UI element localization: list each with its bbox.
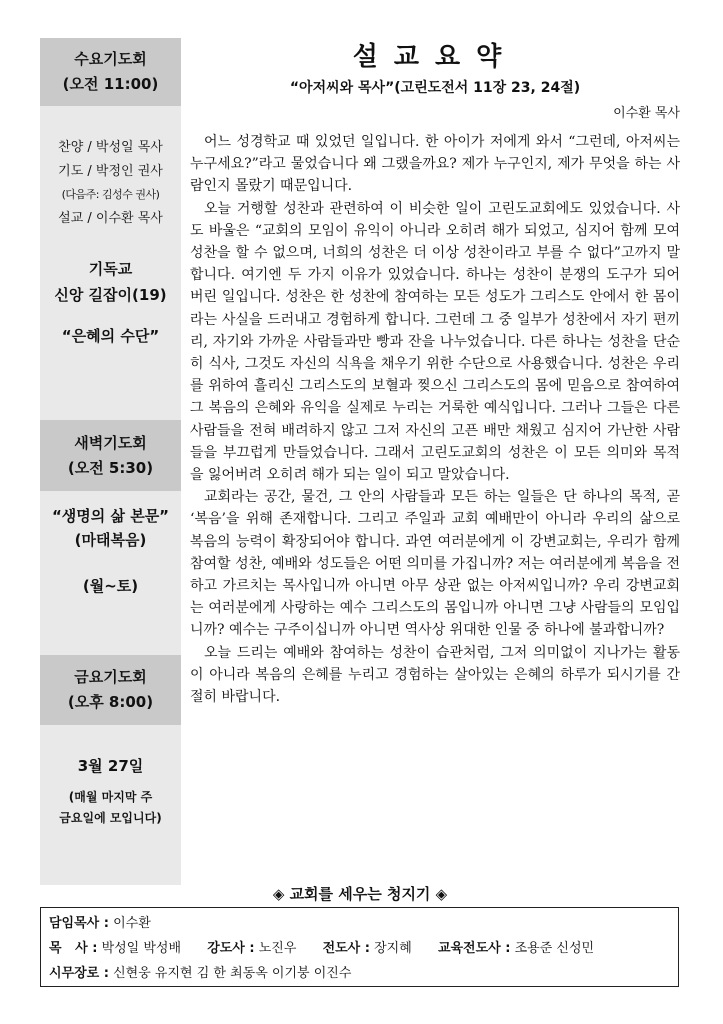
sermon-subtitle: “아저씨와 목사”(고린도전서 11장 23, 24절) — [289, 80, 581, 96]
stewards-row-ministers — [49, 936, 670, 961]
friday-prayer-text — [40, 754, 181, 829]
friday-prayer-time: (오후 8:00) — [67, 693, 154, 711]
friday-prayer-title: 금요기도회 — [74, 668, 147, 686]
pastor-name: 이수환 — [113, 916, 151, 931]
creed-line1: 기독교 — [88, 260, 133, 278]
wednesday-prayer-title: 수요기도회 — [74, 50, 147, 68]
sermon-paragraph: 오늘 거행할 성찬과 관련하여 이 비슷한 일이 고린도교회에도 있었습니다. 사도 바울은 “교회의 모임이 유익이 아니라 오히려 해가 되었고, 심지어 함께 모여 성찬을 할 수 없으며, 너희의 성찬은 더 이상 성찬이라고 부를 수 없다”고까지 말합니다. 여기엔 두 가지 이유가 있었습니다. 하나는 성찬이 분쟁의 도구가 되어 버린 일입니다. 성찬은 한 성찬에 참여하는 모든 성도가 그리스도 안에서 한 몸이라는 사실을 드러내고 경험하게 합니다. 그런데 그 중 일부가 성찬에서 자기 편끼리, 자기와 가까운 사람들과만 빵과 잔을 나누었습니다. 다른 하나는 성찬을 단순히 식사, 그것도 자신의 식욕을 채우기 위한 수단으로 사용했습니다. 성찬은 우리를 위하여 흘리신 그리스도의 보혈과 찢으신 그리스도의 몸에 믿음으로 참여하여 그 복음의 은혜와 유익을 실제로 누리는 거룩한 예식입니다. 그러나 그들은 다른 사람들을 전혀 배려하지 않고 그저 자신의 고픈 배만 채웠고 심지어 가난한 사람들을 부끄럽게 만들었습니다. 그래서 고린도교회의 성찬은 이 모든 의미와 목적을 잃어버려 오히려 해가 되는 일이 되고 말았습니다. — [190, 200, 680, 484]
creed-quote: “은혜의 수단” — [61, 327, 160, 345]
jeondosa-label: 전도사 : — [322, 941, 370, 956]
friday-date: 3월 27일 — [77, 757, 144, 775]
evangelist-label: 강도사 : — [207, 941, 255, 956]
elders-label: 시무장로 : — [49, 966, 109, 981]
role-sermon: 설교 / 이수환 목사 — [58, 210, 163, 226]
pastor-label: 담임목사 : — [49, 916, 109, 931]
jeondosa-name: 장지혜 — [374, 941, 412, 956]
dawn-prayer-header — [40, 420, 181, 491]
dawn-prayer-text — [40, 504, 181, 598]
evangelist-name: 노진우 — [258, 941, 297, 956]
stewards-row-elders — [49, 961, 670, 986]
stewards-title: ◈ 교회를 세우는 청지기 ◈ — [272, 885, 448, 903]
dawn-days: (월~토) — [82, 577, 139, 595]
friday-note-line2: 금요일에 모입니다) — [59, 811, 162, 825]
edu-names: 조용준 신성민 — [514, 941, 595, 956]
creed-guide — [40, 256, 181, 349]
creed-line2: 신앙 길잡이(19) — [54, 286, 167, 304]
sermon-body — [190, 131, 680, 708]
role-praise: 찬양 / 박성일 목사 — [58, 140, 163, 155]
sermon-paragraph: 어느 성경학교 때 있었던 일입니다. 한 아이가 저에게 와서 “그런데, 아저씨는 누구세요?”라고 물었습니다 왜 그랬을까요? 제가 누구인지, 제가 무엇을 하는 사람인지 몰랐기 때문입니다. — [190, 134, 680, 195]
schedule-sidebar — [40, 38, 181, 885]
sermon-paragraph: 교회라는 공간, 물건, 그 안의 사람들과 모든 하는 일들은 단 하나의 목적, 곧 ‘복음’을 위해 존재합니다. 그리고 주일과 교회 예배만이 아니라 우리의 삶으로 복음의 능력이 확장되어야 합니다. 과연 여러분에게 이 강변교회는, 우리가 함께 참여할 성찬, 예배와 성도들은 어떤 의미를 가집니까? 저는 여러분에게 복음을 전하고 가르치는 목사입니까 아니면 아무 상관 없는 아저씨입니까? 우리 강변교회는 여러분에게 사랑하는 예수 그리스도의 몸입니까 아니면 그냥 사람들의 모임입니까? 예수는 구주이십니까 아니면 역사상 위대한 인물 중 하나에 불과합니까? — [190, 489, 680, 639]
page-title: 설교요약 — [352, 42, 518, 72]
dawn-prayer-time: (오전 5:30) — [67, 459, 154, 477]
wednesday-prayer-time: (오전 11:00) — [62, 75, 159, 93]
wednesday-prayer-header — [40, 38, 181, 106]
dawn-book: (마태복음) — [74, 531, 147, 549]
ministers-names: 박성일 박성배 — [101, 941, 182, 956]
stewards-box — [40, 907, 679, 987]
friday-note-line1: (매월 마지막 주 — [68, 790, 153, 804]
elders-names: 신현웅 유지현 김 한 최동옥 이기붕 이진수 — [113, 966, 352, 981]
stewards-row-pastor — [49, 911, 670, 936]
friday-prayer-header — [40, 655, 181, 725]
ministers-label: 목 사 : — [49, 941, 98, 956]
sermon-paragraph: 오늘 드리는 예배와 참여하는 성찬이 습관처럼, 그저 의미없이 지나가는 활동이 아니라 복음의 은혜를 누리고 경험하는 살아있는 은혜의 하루가 되시기를 간절히 바랍니다. — [190, 644, 680, 706]
friday-note — [40, 787, 181, 829]
sermon-author: 이수환 목사 — [613, 106, 680, 121]
edu-label: 교육전도사 : — [437, 941, 511, 956]
role-prayer: 기도 / 박정인 권사 — [58, 163, 163, 179]
dawn-quote: “생명의 삶 본문” — [51, 507, 170, 525]
service-roles — [40, 136, 181, 230]
dawn-prayer-title: 새벽기도회 — [74, 434, 147, 452]
role-next-prayer: (다음주: 김성수 권사) — [61, 188, 160, 201]
